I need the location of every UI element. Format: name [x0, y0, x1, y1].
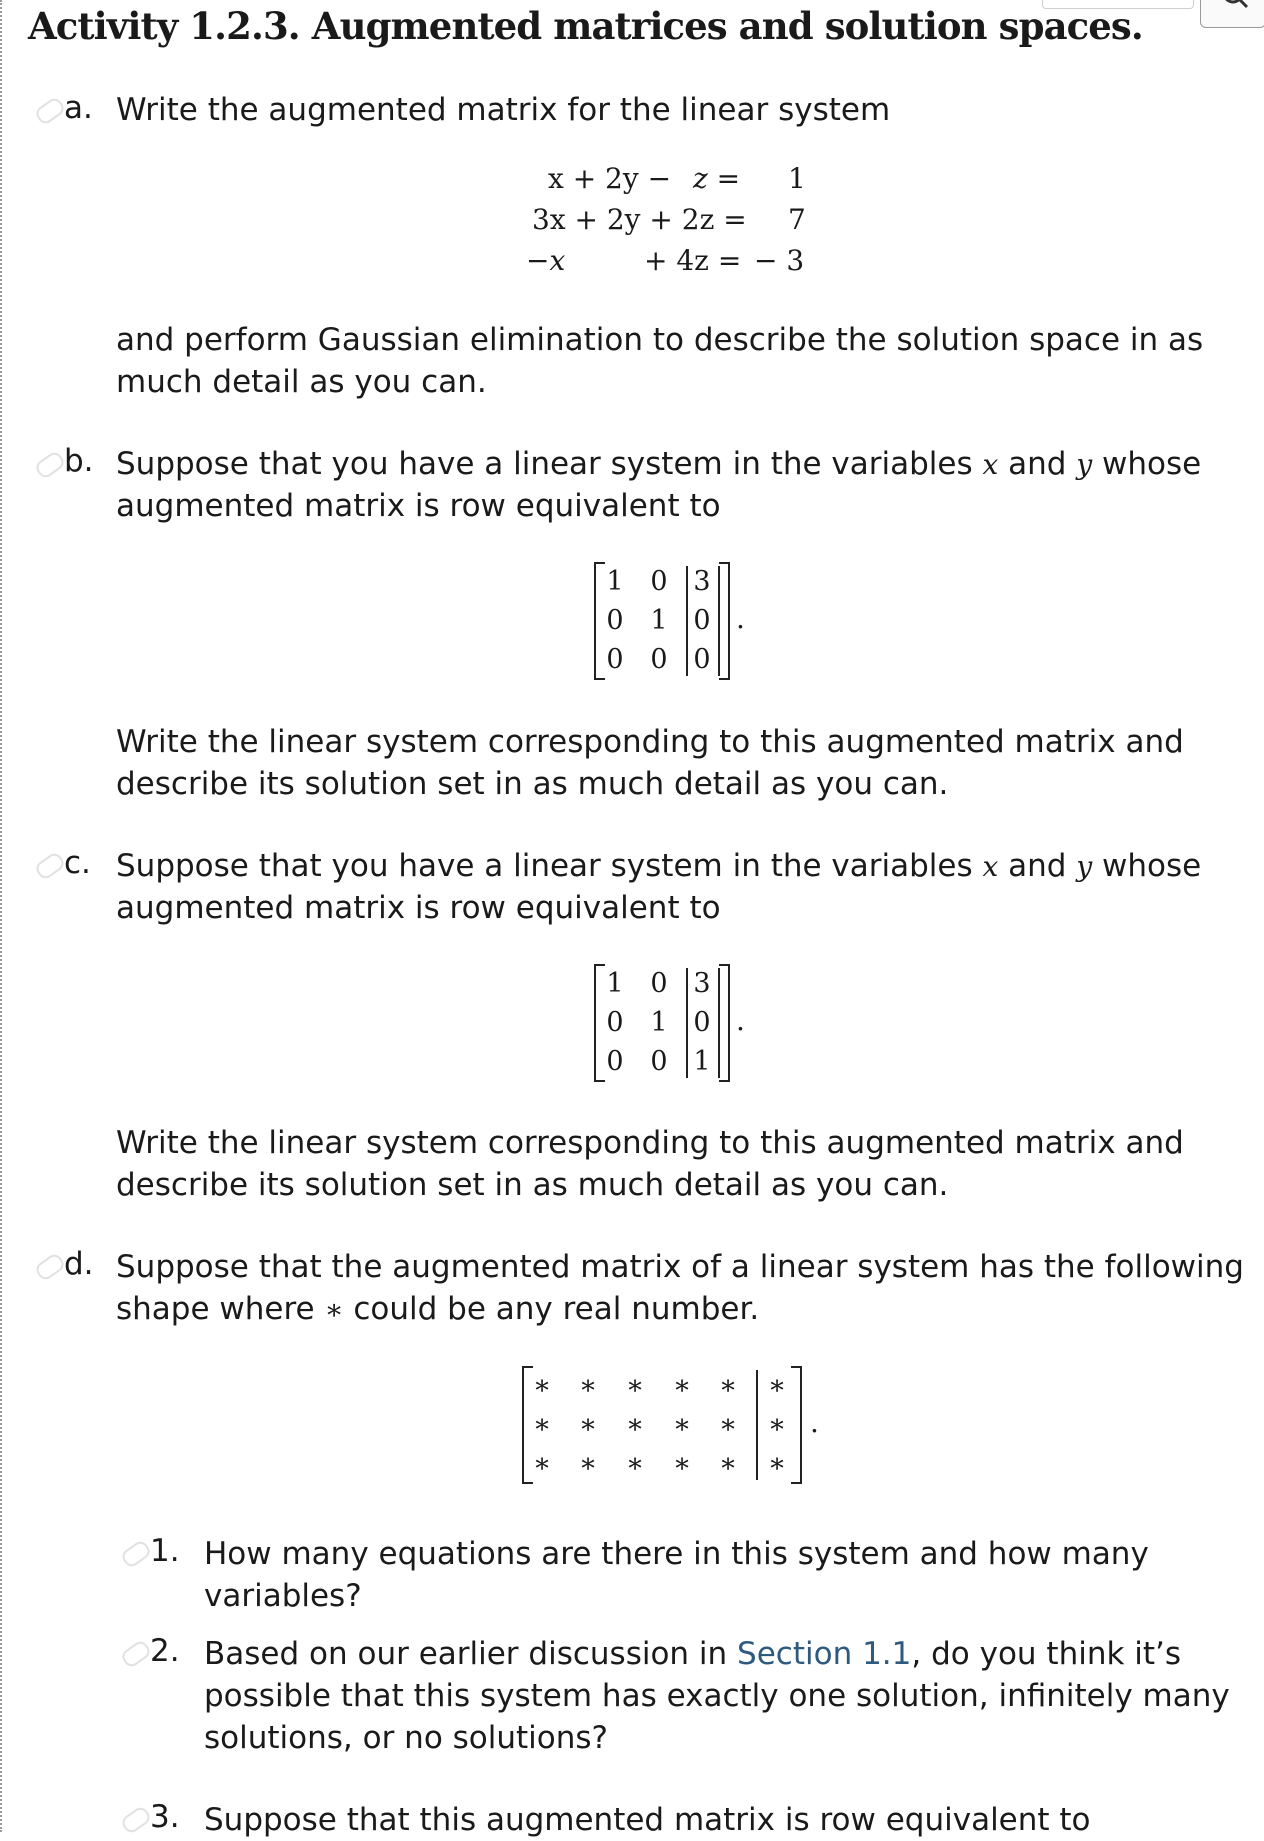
var-y: y — [1076, 448, 1093, 481]
part-d-line2-pre: shape where — [116, 1291, 315, 1327]
permalink-icon[interactable] — [33, 1252, 66, 1283]
eq3-mid: + 4z = — [644, 244, 742, 277]
subitem-1-line2: variables? — [204, 1578, 362, 1614]
augmented-matrix-c: 1 0 3 0 1 0 0 0 1 . — [594, 964, 730, 1082]
matrix-cell: ∗ — [532, 1448, 552, 1479]
part-b-line1-text: Suppose that you have a linear system in the variables — [116, 446, 973, 482]
matrix-cell: ∗ — [578, 1370, 598, 1401]
page-margin-rule — [0, 0, 2, 1832]
part-c-label: c. — [64, 845, 91, 881]
part-b-label: b. — [64, 443, 94, 479]
eq1-rhs: 1 — [788, 162, 806, 195]
matrix-cell: 0 — [650, 1046, 668, 1077]
augmented-matrix-d: ∗ ∗ ∗ ∗ ∗ ∗ ∗ ∗ ∗ ∗ ∗ ∗ ∗ ∗ ∗ ∗ ∗ ∗ . — [522, 1366, 802, 1484]
subitem-2-line2: possible that this system has exactly one solution, infinitely many — [204, 1678, 1230, 1714]
matrix-cell: 0 — [693, 644, 711, 675]
search-icon — [1213, 0, 1253, 15]
part-d-line2-post: could be any real number. — [353, 1291, 760, 1327]
section-link[interactable]: Section 1.1 — [737, 1636, 912, 1672]
subitem-3-label: 3. — [150, 1799, 180, 1835]
subitem-2-label: 2. — [150, 1633, 180, 1669]
matrix-cell: ∗ — [625, 1370, 645, 1401]
matrix-cell: 0 — [693, 605, 711, 636]
permalink-icon[interactable] — [33, 450, 66, 481]
matrix-cell: 0 — [606, 1046, 624, 1077]
matrix-cell: 1 — [650, 1007, 668, 1038]
part-a-intro: Write the augmented matrix for the linear system — [116, 92, 891, 128]
eq1-mid: z = — [693, 162, 741, 195]
part-c-after-1: Write the linear system corresponding to this augmented matrix and — [116, 1125, 1184, 1161]
matrix-cell: ∗ — [767, 1448, 787, 1479]
permalink-icon[interactable] — [119, 1639, 152, 1670]
matrix-cell: 0 — [606, 644, 624, 675]
and-word: and — [1008, 848, 1067, 884]
matrix-cell: 0 — [650, 644, 668, 675]
var-x: x — [982, 448, 999, 481]
var-y: y — [1076, 850, 1093, 883]
matrix-cell: 0 — [650, 968, 668, 999]
matrix-cell: ∗ — [625, 1409, 645, 1440]
part-a-label: a. — [64, 90, 93, 126]
subitem-2-text: Based on our earlier discussion in — [204, 1636, 728, 1672]
part-d-line1: Suppose that the augmented matrix of a linear system has the following — [116, 1249, 1244, 1285]
matrix-cell: ∗ — [578, 1409, 598, 1440]
augmented-matrix-b: 1 0 3 0 1 0 0 0 0 . — [594, 562, 730, 680]
matrix-cell: ∗ — [625, 1448, 645, 1479]
whose-word: whose — [1102, 848, 1202, 884]
part-b-after-2: describe its solution set in as much detail as you can. — [116, 766, 949, 802]
matrix-cell: ∗ — [532, 1370, 552, 1401]
part-b-line1 — [116, 443, 1201, 486]
matrix-cell: ∗ — [767, 1370, 787, 1401]
search-button[interactable] — [1200, 0, 1264, 28]
matrix-cell: ∗ — [718, 1409, 738, 1440]
matrix-cell: 0 — [606, 605, 624, 636]
subitem-1-label: 1. — [150, 1533, 180, 1569]
subitem-1-line1: How many equations are there in this system and how many — [204, 1536, 1149, 1572]
subitem-3-line1: Suppose that this augmented matrix is row equivalent to — [204, 1802, 1091, 1838]
matrix-cell: ∗ — [672, 1409, 692, 1440]
eq3-rhs: − 3 — [754, 244, 805, 277]
part-c-after-2: describe its solution set in as much detail as you can. — [116, 1167, 949, 1203]
subitem-2-line1 — [204, 1633, 1181, 1675]
matrix-cell: 1 — [606, 968, 624, 999]
permalink-icon[interactable] — [33, 96, 66, 127]
matrix-cell: 1 — [650, 605, 668, 636]
permalink-icon[interactable] — [119, 1539, 152, 1570]
eq2-rhs: 7 — [788, 203, 806, 236]
part-b-after-1: Write the linear system corresponding to this augmented matrix and — [116, 724, 1184, 760]
matrix-cell: 0 — [606, 1007, 624, 1038]
part-b-line2: augmented matrix is row equivalent to — [116, 488, 721, 524]
matrix-cell: ∗ — [718, 1370, 738, 1401]
and-word: and — [1008, 446, 1067, 482]
matrix-cell: ∗ — [718, 1448, 738, 1479]
matrix-cell: 0 — [693, 1007, 711, 1038]
part-c-line2: augmented matrix is row equivalent to — [116, 890, 721, 926]
subitem-2-text-post: , do you think it’s — [911, 1636, 1182, 1672]
whose-word: whose — [1102, 446, 1202, 482]
part-a-after-2: much detail as you can. — [116, 364, 487, 400]
matrix-cell: ∗ — [578, 1448, 598, 1479]
part-d-label: d. — [64, 1246, 94, 1282]
eq3-lhs: −x — [526, 244, 566, 277]
part-a-after-1: and perform Gaussian elimination to describe the solution space in as — [116, 322, 1204, 358]
part-c-line1 — [116, 845, 1201, 888]
matrix-cell: 0 — [650, 566, 668, 597]
part-c-line1-text: Suppose that you have a linear system in the variables — [116, 848, 973, 884]
var-x: x — [982, 850, 999, 883]
matrix-cell: 1 — [606, 566, 624, 597]
matrix-cell: ∗ — [672, 1448, 692, 1479]
matrix-cell: 3 — [693, 566, 711, 597]
matrix-cell: ∗ — [532, 1409, 552, 1440]
eq2-lhs: 3x + 2y + 2z = — [532, 203, 747, 236]
matrix-cell: 3 — [693, 968, 711, 999]
part-d-line2 — [116, 1288, 759, 1331]
permalink-icon[interactable] — [119, 1805, 152, 1836]
activity-heading: Activity 1.2.3. Augmented matrices and solution spaces. — [28, 4, 1143, 48]
eq1-lhs: x + 2y − — [548, 162, 672, 195]
matrix-cell: 1 — [693, 1046, 711, 1077]
permalink-icon[interactable] — [33, 851, 66, 882]
subitem-2-line3: solutions, or no solutions? — [204, 1720, 609, 1756]
star-symbol: ∗ — [324, 1293, 344, 1326]
matrix-cell: ∗ — [767, 1409, 787, 1440]
matrix-cell: ∗ — [672, 1370, 692, 1401]
